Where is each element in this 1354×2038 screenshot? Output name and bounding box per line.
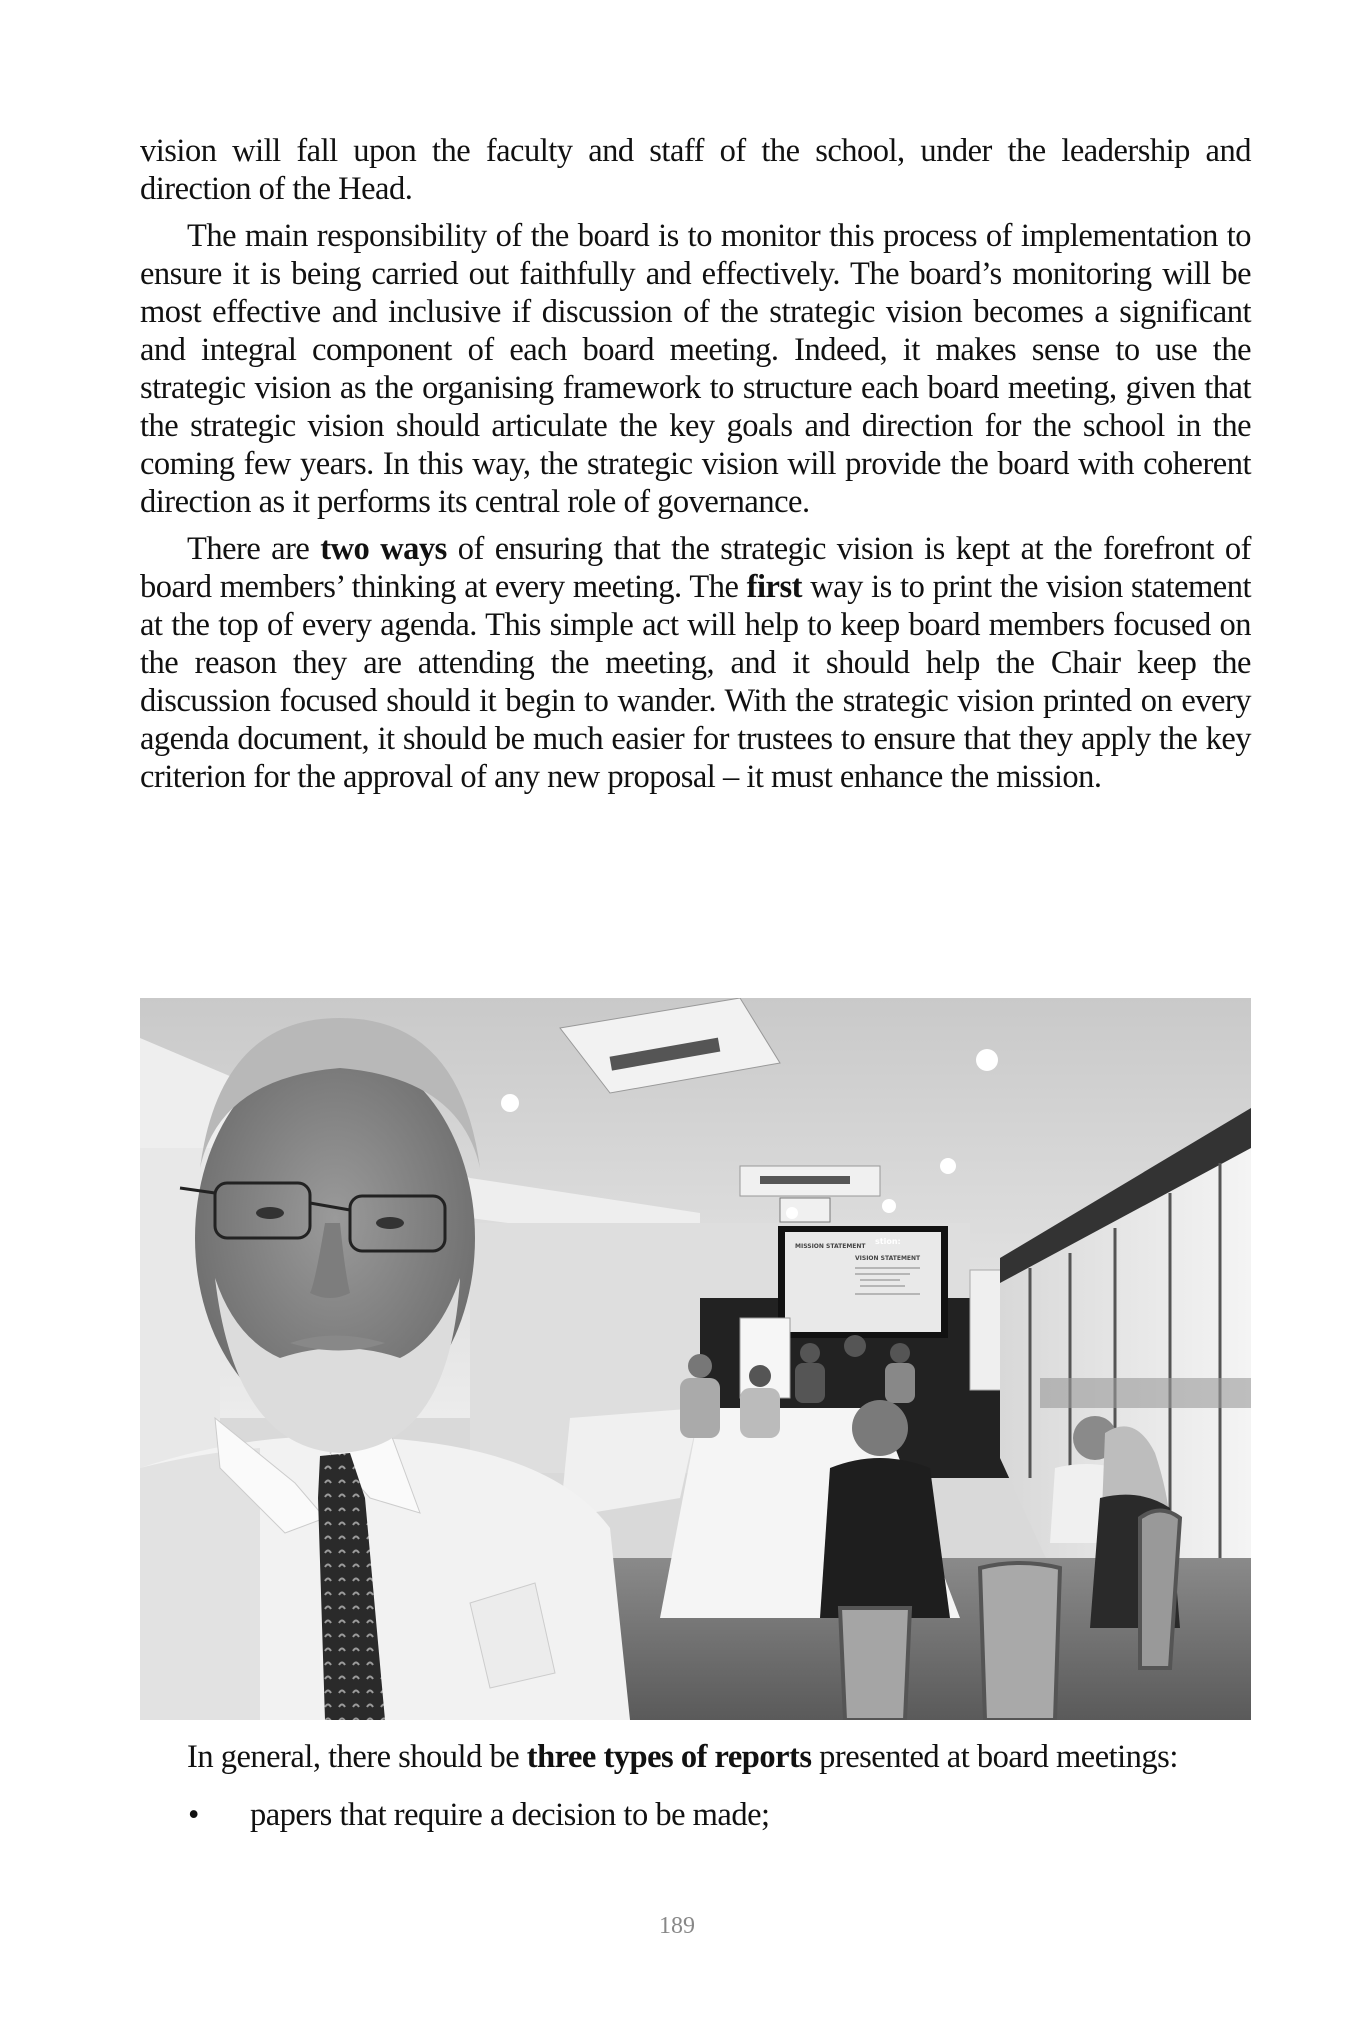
seated-man <box>820 1458 950 1618</box>
list-item-text: papers that require a decision to be made; <box>250 1797 770 1833</box>
bold-phrase: three types of reports <box>526 1739 812 1775</box>
slide-title-vision: VISION STATEMENT <box>855 1255 921 1262</box>
report-types-list <box>140 1796 1251 1834</box>
paragraph-report-types <box>140 1738 1251 1776</box>
text-run: In general, there should be <box>187 1739 527 1775</box>
paragraph-3 <box>140 530 1251 796</box>
text-run: vision will fall upon the faculty and staff of the school, under the leadership and direction of the Head. <box>140 133 1251 207</box>
body-text-after-photo <box>140 1738 1251 1834</box>
slide-title-mission: MISSION STATEMENT <box>795 1243 866 1250</box>
text-run: way is to print the vision statement at the top of every agenda. This simple act will help to keep board members focused on the reason they are attending the meeting, and it should help the Chair keep the discussion focused should it begin to wander. With the strategic vision printed on every agenda document, it should be much easier for trustees to ensure that they apply the key criterion for the approval of any new proposal – it must enhance the mission. <box>140 569 1252 795</box>
page-number: 189 <box>659 1913 695 1939</box>
flipchart <box>740 1318 790 1398</box>
bullet-marker: • <box>188 1797 199 1833</box>
text-run: of ensuring that the strategic vision is kept at the forefront of board members’ thinking at every meeting. The <box>140 531 1252 605</box>
ceiling-light <box>882 1199 896 1213</box>
photo-illustration <box>140 998 1251 1720</box>
slide-tab: stion: <box>875 1237 901 1246</box>
paragraph-2 <box>140 217 1251 521</box>
seated-man-head <box>852 1400 908 1456</box>
text-run: The main responsibility of the board is to monitor this process of implementation to ensure it is being carried out faithfully and effectively. The board’s monitoring will be most effective and inclusive if discussion of the strategic vision becomes a significant and integral component of each board meeting. Indeed, it makes sense to use the strategic vision as the organising framework to structure each board meeting, given that the strategic vision should articulate the key goals and direction for the school in the coming few years. In this way, the strategic vision will provide the board with coherent direction as it performs its central role of governance. <box>140 218 1251 520</box>
list-item <box>140 1796 1251 1834</box>
ceiling-light <box>940 1158 956 1174</box>
meeting-photo <box>140 998 1251 1720</box>
body-text <box>140 132 1251 805</box>
chair <box>980 1563 1060 1720</box>
bold-phrase: two ways <box>320 531 447 567</box>
paragraph-1 <box>140 132 1251 208</box>
text-run: There are <box>187 531 321 567</box>
ceiling-light <box>786 1207 798 1219</box>
ceiling-light <box>501 1094 519 1112</box>
bold-phrase: first <box>746 569 802 605</box>
chair <box>840 1608 910 1720</box>
text-run: presented at board meetings: <box>811 1739 1178 1775</box>
ceiling-light <box>976 1049 998 1071</box>
